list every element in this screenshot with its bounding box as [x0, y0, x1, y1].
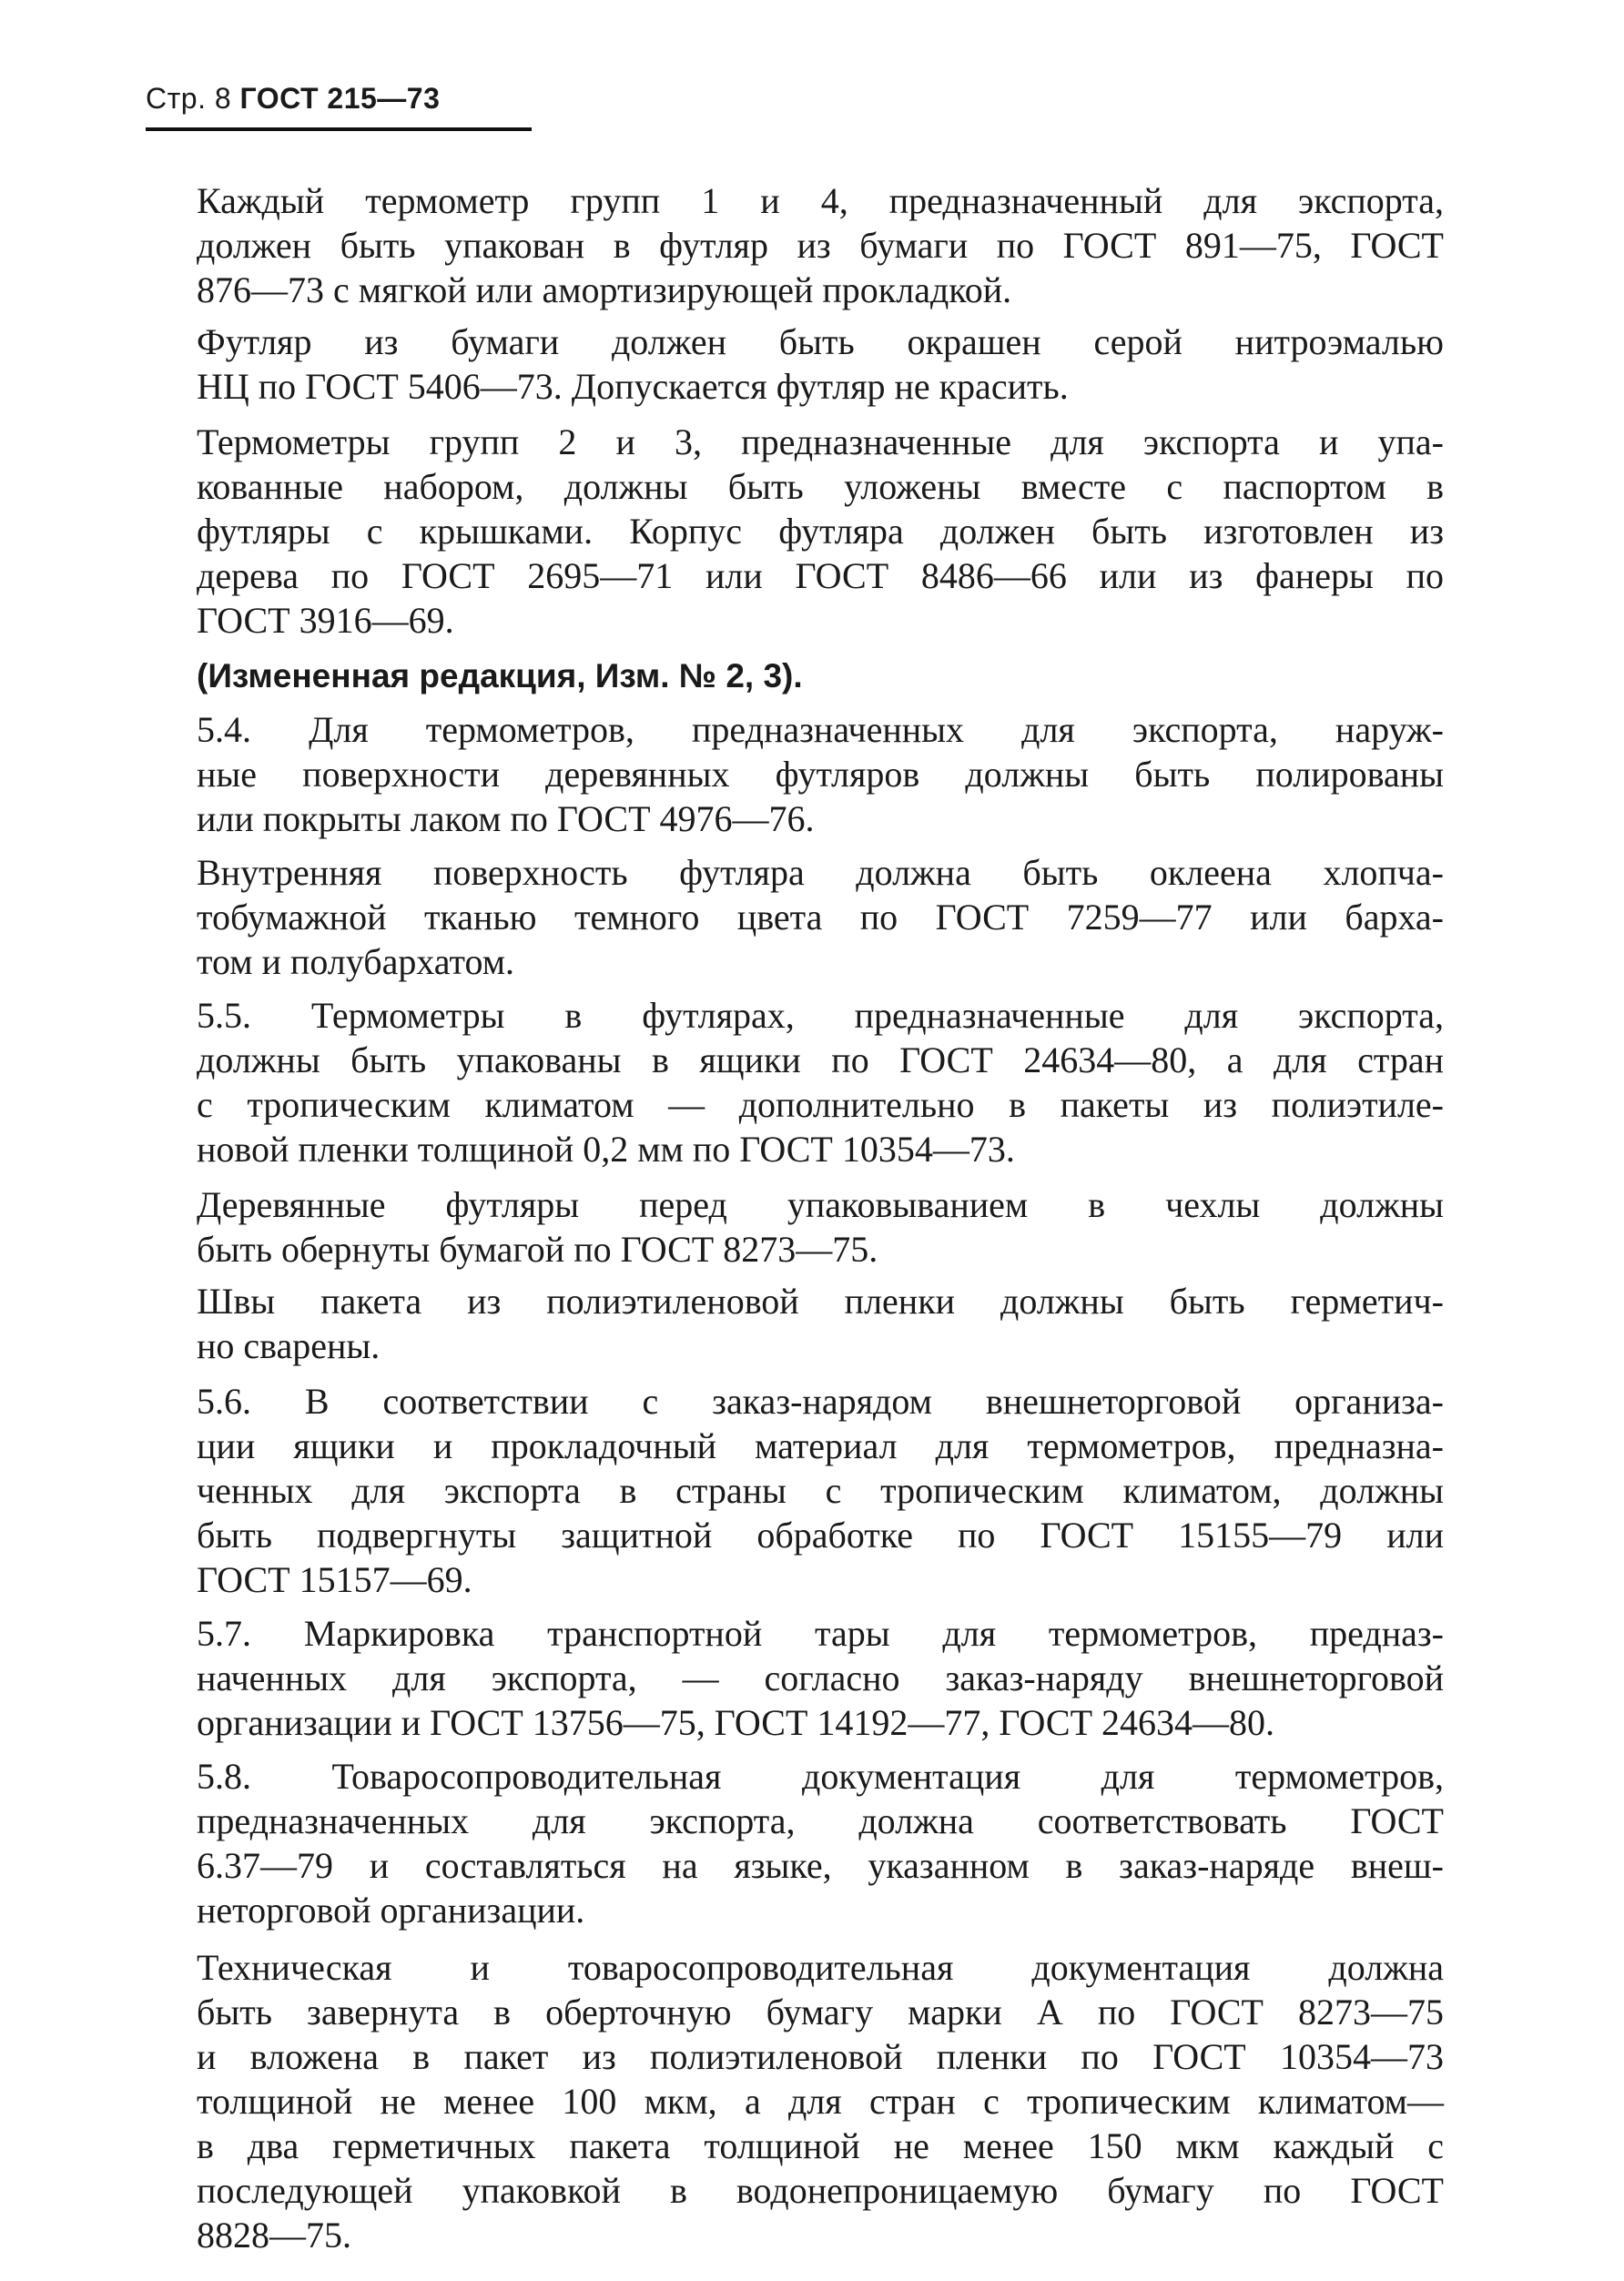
text-line: 6.37—79 и составляться на языке, указанном в заказ-наряде внеш- — [197, 1845, 1444, 1886]
page-header — [146, 80, 532, 131]
text-line: 5.7. Маркировка транспортной тары для термометров, предназ- — [197, 1613, 1444, 1654]
paragraph — [197, 850, 1444, 984]
paragraph — [197, 1611, 1444, 1745]
text-line: 5.8. Товаросопроводительная документация для термометров, — [197, 1756, 1444, 1797]
text-line: 5.4. Для термометров, предназначенных для экспорта, наруж- — [197, 709, 1444, 750]
paragraph — [197, 319, 1444, 409]
paragraph — [197, 1182, 1444, 1272]
text-line: футляры с крышками. Корпус футляра должен быть изготовлен из — [197, 511, 1444, 552]
paragraph — [197, 1754, 1444, 1932]
text-line: предназначенных для экспорта, должна соответствовать ГОСТ — [197, 1800, 1444, 1841]
text-line: неторговой организации. — [197, 1890, 585, 1931]
text-line: в два герметичных пакета толщиной не менее 150 мкм каждый с — [197, 2125, 1444, 2166]
text-line: но сварены. — [197, 1325, 381, 1366]
text-line: толщиной не менее 100 мкм, а для стран с тропическим климатом— — [197, 2081, 1444, 2122]
text-line: должны быть упакованы в ящики по ГОСТ 24634—80, а для стран — [197, 1039, 1444, 1080]
text-line: ные поверхности деревянных футляров должны быть полированы — [197, 754, 1444, 795]
paragraph — [197, 1279, 1444, 1368]
text-line: Футляр из бумаги должен быть окрашен серой нитроэмалью — [197, 321, 1444, 362]
text-line: ГОСТ 3916—69. — [197, 600, 454, 641]
document-body — [197, 178, 1444, 2257]
text-line: Внутренняя поверхность футляра должна быть оклеена хлопча- — [197, 852, 1444, 893]
paragraph — [197, 420, 1444, 643]
text-line: ГОСТ 15157—69. — [197, 1559, 472, 1600]
text-line: том и полубархатом. — [197, 941, 515, 982]
text-line: дерева по ГОСТ 2695—71 или ГОСТ 8486—66 или из фанеры по — [197, 555, 1444, 596]
paragraph — [197, 1945, 1444, 2257]
text-line: ченных для экспорта в страны с тропическим климатом, должны — [197, 1470, 1444, 1511]
text-line: 5.6. В соответствии с заказ-нарядом внешнеторговой организа- — [197, 1381, 1444, 1422]
text-line: должен быть упакован в футляр из бумаги по ГОСТ 891—75, ГОСТ — [197, 225, 1444, 266]
text-line: наченных для экспорта, — согласно заказ-наряду внешнеторговой — [197, 1658, 1444, 1698]
text-line: быть обернуты бумагой по ГОСТ 8273—75. — [197, 1229, 878, 1270]
text-line: ции ящики и прокладочный материал для термометров, предназна- — [197, 1425, 1444, 1466]
header-text — [146, 80, 440, 117]
text-line: Швы пакета из полиэтиленовой пленки должны быть герметич- — [197, 1281, 1444, 1322]
text-line: Деревянные футляры перед упаковыванием в чехлы должны — [197, 1184, 1444, 1225]
standard-number: ГОСТ 215—73 — [239, 82, 441, 115]
text-line: быть завернута в оберточную бумагу марки А по ГОСТ 8273—75 — [197, 1992, 1444, 2033]
amendment-note — [197, 654, 1444, 698]
text-line: Термометры групп 2 и 3, предназначенные для экспорта и упа- — [197, 421, 1444, 462]
paragraph — [197, 1379, 1444, 1602]
text-line: последующей упаковкой в водонепроницаемую бумагу по ГОСТ — [197, 2170, 1444, 2211]
text-line: 8828—75. — [197, 2215, 351, 2256]
page-label: Стр. 8 — [146, 82, 232, 115]
paragraph — [197, 707, 1444, 841]
text-line: НЦ по ГОСТ 5406—73. Допускается футляр не красить. — [197, 366, 1069, 407]
text-line: Каждый термометр групп 1 и 4, предназначенный для экспорта, — [197, 180, 1444, 221]
text-line: быть подвергнуты защитной обработке по ГОСТ 15155—79 или — [197, 1515, 1444, 1556]
text-line: Техническая и товаросопроводительная документация должна — [197, 1947, 1444, 1988]
paragraph — [197, 993, 1444, 1171]
text-line: и вложена в пакет из полиэтиленовой пленки по ГОСТ 10354—73 — [197, 2036, 1444, 2077]
text-line: новой пленки толщиной 0,2 мм по ГОСТ 10354—73. — [197, 1129, 1015, 1170]
text-line: тобумажной тканью темного цвета по ГОСТ 7259—77 или барха- — [197, 897, 1444, 938]
paragraph — [197, 178, 1444, 312]
text-line: или покрыты лаком по ГОСТ 4976—76. — [197, 798, 815, 839]
text-line: (Измененная редакция, Изм. № 2, 3). — [197, 657, 803, 694]
text-line: кованные набором, должны быть уложены вместе с паспортом в — [197, 466, 1444, 507]
text-line: 876—73 с мягкой или амортизирующей прокладкой. — [197, 269, 1012, 310]
text-line: организации и ГОСТ 13756—75, ГОСТ 14192—77, ГОСТ 24634—80. — [197, 1702, 1275, 1743]
text-line: 5.5. Термометры в футлярах, предназначенные для экспорта, — [197, 995, 1444, 1036]
text-line: с тропическим климатом — дополнительно в пакеты из полиэтиле- — [197, 1084, 1444, 1125]
